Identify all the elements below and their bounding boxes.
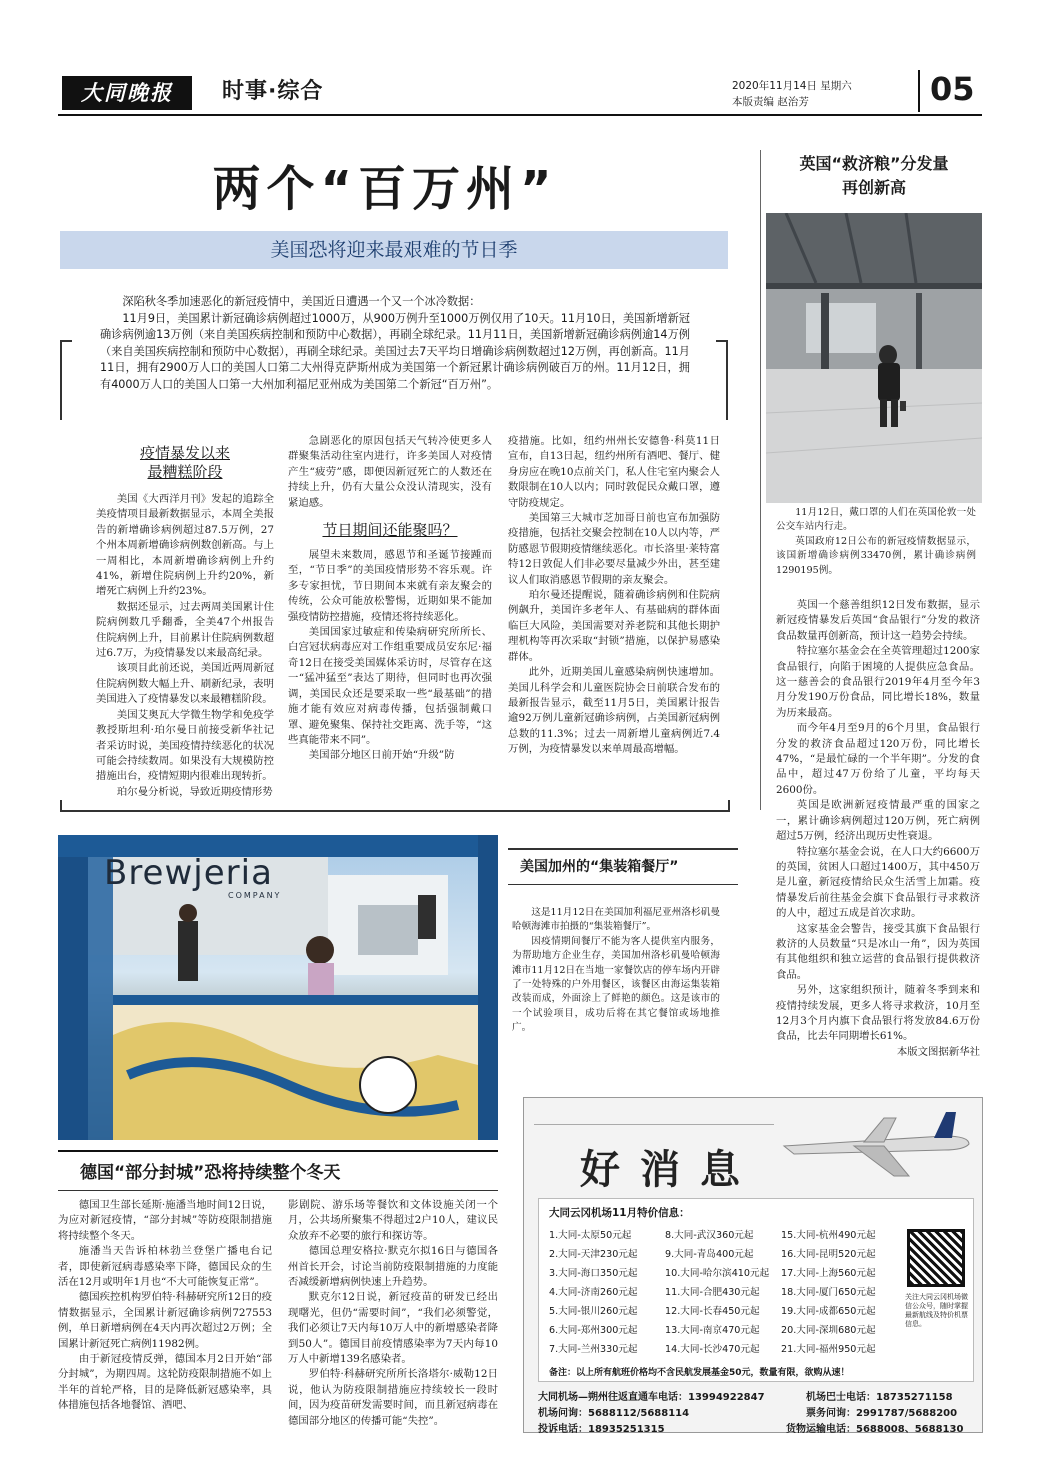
uk-photo-caption xyxy=(776,506,976,578)
paragraph: 默克尔12日说，新冠疫苗的研发已经出现曙光，但仍“需要时间”，“我们必须警觉，我们必须让7天内每10万人中的新增感染者降到50人”。德国目前疫情感染率为7天内每10万人中新增139名感染者。 xyxy=(288,1291,498,1366)
uk-headline: 英国“救济粮”分发量 再创新高 xyxy=(799,154,949,197)
ca-photo-caption xyxy=(512,906,720,1036)
ad-title: 好消息 xyxy=(580,1147,760,1193)
paragraph: 美国部分地区日前开始“升级”防 xyxy=(308,749,455,762)
paragraph: 罗伯特·科赫研究所所长洛塔尔·威勒12日说，他认为防疫限制措施应持续较长一段时间，因为疫苗研发需要时间，而且新冠病毒在德国部分地区的传播可能“失控”。 xyxy=(288,1368,498,1427)
paragraph: 展望未来数周，感恩节和圣诞节接踵而至，“节日季”的美国疫情形势不容乐观。许多专家担忧，节日期间本来就有亲友聚会的传统，公众可能放松警惕，近期如果不能加强疫情防控措施，疫情还将持续恶化。 xyxy=(288,549,492,623)
contact-line: 机场问询：5688112/5688114 xyxy=(538,1408,690,1419)
route-price: 3.大同-海口350元起 xyxy=(549,1268,638,1279)
source-credit: 本版文图据新华社 xyxy=(896,1045,980,1058)
paragraph: 德国总理安格拉·默克尔拟16日与德国各州首长开会，讨论当前防疫限制措施的力度能否减缓新增病例快速上升趋势。 xyxy=(288,1245,498,1289)
route-price: 1.大同-太原50元起 xyxy=(549,1230,632,1241)
paragraph: 美国《大西洋月刊》发起的追踪全美疫情项目最新数据显示，本周全美报告的新增确诊病例超过87.5万例，27个州本周新增确诊病例数创新高。与上一周相比，本周新增确诊病例上升约41%，新增住院病例上升约20%，新增死亡病例上升约23%。 xyxy=(96,493,274,598)
paragraph: 这家基金会警告，接受其旗下食品银行救济的人员数量“只是冰山一角”，因为英国有其他组织和独立运营的食品银行提供救济食品。 xyxy=(776,922,980,981)
route-price: 6.大同-郑州300元起 xyxy=(549,1325,638,1336)
route-price: 13.大同-南京470元起 xyxy=(665,1325,760,1336)
airplane-icon xyxy=(774,1106,974,1186)
qr-note: 关注大同云冈机场微信公众号，随时掌握最新航线及特价机票信息。 xyxy=(905,1293,968,1328)
paragraph: 美国国家过敏症和传染病研究所所长、白宫冠状病毒应对工作组重要成员安东尼·福奇12日在接受美国媒体采访时，尽管存在这一“猛冲猛至”表达了期待，但同时也再次强调，美国民众还是要采取一些“最基础”的措施才能有效应对病毒传播，包括强制戴口罩、避免聚集、保持社交距离、洗手等，“这些真能带来不同”。 xyxy=(288,626,492,746)
newspaper-logo: 大同晚报 xyxy=(62,76,192,110)
uk-bus-station-photo xyxy=(766,213,982,503)
paragraph: 珀尔曼还提醒说，随着确诊病例和住院病例飙升，美国许多老年人、有基础病的群体面临巨大风险，美国需要对养老院和其他长期护理机构等再次采取“封锁”措施，以保护易感染群体。 xyxy=(508,589,720,663)
paragraph: 施潘当天告诉柏林勃兰登堡广播电台记者，即使新冠病毒感染率下降，德国民众的生活在12月或明年1月也“不大可能恢复正常”。 xyxy=(58,1245,272,1289)
lead-line-2: 11月9日，美国累计新冠确诊病例超过1000万，从900万例升至1000万例仅用了10天。11月10日，美国新增新冠确诊病例逾13万例（来自美国疾病控制和预防中心数据），再刷全球纪录。11月11日，美国新增新冠确诊病例逾14万例（来自美国疾病控制和预防中心数据），再刷全球纪录。美国过去7天平均日增确诊病例数超过12万例，再创新高。11月11日，拥有2900万人口的美国人口第二大州得克萨斯州成为美国第一个新冠累计确诊病例破百万的州。11月12日，拥有4000万人口的美国人口第一大州加利福尼亚州成为美国第二个新冠“百万州”。 xyxy=(100,311,690,391)
paragraph: 此外，近期美国儿童感染病例快速增加。美国儿科学会和儿童医院协会日前联合发布的最新报告显示，截至11月5日，美国累计报告逾92万例儿童新冠确诊病例，占美国新冠病例总数的11.3%；过去一周新增儿童病例近7.4万例，为疫情暴发以来单周最高增幅。 xyxy=(508,666,720,756)
route-price: 2.大同-天津230元起 xyxy=(549,1249,638,1260)
ca-headline: 美国加州的“集装箱餐厅” xyxy=(520,859,679,875)
paragraph: 影剧院、游乐场等餐饮和文体设施关闭一个月，公共场所聚集不得超过2户10人，建议民众放弃不必要的旅行和探访等。 xyxy=(288,1199,498,1242)
caption-line: 英国政府12日公布的新冠疫情数据显示，该国新增确诊病例33470例，累计确诊病例1290195例。 xyxy=(776,535,976,576)
route-price: 10.大同-哈尔滨410元起 xyxy=(665,1268,770,1279)
restaurant-sign: Brewjeria xyxy=(104,853,273,893)
paragraph: 珀尔曼分析说，导致近期疫情形势 xyxy=(116,785,273,798)
bus-station-illustration xyxy=(766,213,982,503)
ad-subtitle: 大同云冈机场11月特价信息： xyxy=(549,1207,690,1219)
main-article-frame xyxy=(60,800,730,812)
route-price: 19.大同-成都650元起 xyxy=(781,1306,876,1317)
paragraph: 而今年4月至9月的6个月里，食品银行分发的救济食品超过120万份，同比增长47%，“是最忙碌的一个半年期”。分发的食品中，超过47万份给了儿童，平均每天2600份。 xyxy=(776,722,980,796)
column-divider xyxy=(760,150,761,810)
de-headline-rule xyxy=(58,1150,498,1152)
main-column-1 xyxy=(96,444,274,800)
route-price: 20.大同-深圳680元起 xyxy=(781,1325,876,1336)
page-number: 05 xyxy=(930,70,975,108)
ad-decor-line xyxy=(534,1124,774,1125)
route-price: 21.大同-福州950元起 xyxy=(781,1344,876,1355)
caption-line: 这是11月12日在美国加利福尼亚州洛杉矶曼哈顿海滩市拍摄的“集装箱餐厅”。 xyxy=(512,907,720,933)
ad-price-list xyxy=(538,1198,974,1382)
contact-line: 大同机场—朔州往返直通车电话：13994922847 xyxy=(538,1392,765,1403)
ad-note: 备注：以上所有航班价格均不含民航发展基金50元，数量有限，欲购从速！ xyxy=(549,1368,850,1378)
masthead-rule xyxy=(58,114,982,116)
container-restaurant-photo xyxy=(58,835,498,1140)
ca-headline-rule-bottom xyxy=(508,884,738,885)
route-price: 11.大同-合肥430元起 xyxy=(665,1287,760,1298)
airport-advertisement xyxy=(523,1097,983,1433)
paragraph: 美国第三大城市芝加哥日前也宣布加强防疫措施，包括社交聚会控制在10人以内等，严防感恩节假期疫情继续恶化。市长洛里·莱特富特12日敦促人们非必要尽量减少外出，甚至建议人们取消感恩节假期的亲友聚会。 xyxy=(508,512,720,586)
route-price: 12.大同-长春450元起 xyxy=(665,1306,760,1317)
de-column-2 xyxy=(288,1198,498,1429)
caption-line: 因疫情期间餐厅不能为客人提供室内服务，为帮助地方企业生存，美国加州洛杉矶曼哈顿海滩市11月12日在当地一家餐饮店的停车场内开辟了一处特殊的户外用餐区，该餐区由海运集装箱改装而成，外面涂上了鲜艳的颜色。这是该市的一个试验项目，成功后将在其它餐馆或场地推广。 xyxy=(512,935,720,1034)
paragraph: 该项目此前还说，美国近两周新冠住院病例数大幅上升、刷新纪录，表明美国进入了疫情暴发以来最糟糕阶段。 xyxy=(96,662,274,706)
main-headline: 两个“百万州” xyxy=(212,161,558,217)
route-price: 9.大同-青岛400元起 xyxy=(665,1249,754,1260)
paragraph: 疫措施。比如，纽约州州长安德鲁·科莫11日宣布，自13日起，纽约州所有酒吧、餐厅、健身房应在晚10点前关门，私人住宅室内聚会人数限制在10人以内；同时敦促民众戴口罩，遵守防疫规定。 xyxy=(508,435,720,509)
route-price: 7.大同-兰州330元起 xyxy=(549,1344,638,1355)
paragraph: 另外，这家组织预计，随着冬季到来和疫情持续发展，更多人将寻求救济，10月至12月3个月内旗下食品银行将发放84.6万份食品，比去年同期增长61%。 xyxy=(776,984,980,1043)
route-price: 14.大同-长沙470元起 xyxy=(665,1344,760,1355)
contact-line: 票务问询：2991787/5688200 xyxy=(806,1408,958,1419)
de-headline-rule-bottom xyxy=(58,1190,498,1191)
de-headline: 德国“部分封城”恐将持续整个冬天 xyxy=(80,1163,341,1183)
lead-bracket-left xyxy=(60,340,72,420)
issue-date: 2020年11月14日 星期六 xyxy=(732,80,852,92)
main-column-3 xyxy=(508,434,720,758)
section-title: 时事·综合 xyxy=(222,79,324,104)
lead-paragraph xyxy=(100,294,690,394)
contact-line: 投诉电话：18935251315 xyxy=(538,1424,665,1435)
uk-article-body xyxy=(776,598,980,1060)
lead-bracket-right xyxy=(716,340,728,420)
caption-line: 11月12日，戴口罩的人们在英国伦敦一处公交车站内行走。 xyxy=(776,507,976,533)
page-editor: 本版责编 赵治芳 xyxy=(732,96,809,108)
paragraph: 德国疾控机构罗伯特·科赫研究所12日的疫情数据显示，全国累计新冠确诊病例727553例，单日新增病例在4天内再次超过2万例；全国累计新冠死亡病例11982例。 xyxy=(58,1291,272,1350)
route-price: 4.大同-济南260元起 xyxy=(549,1287,638,1298)
route-price: 15.大同-杭州490元起 xyxy=(781,1230,876,1241)
main-subhead: 美国恐将迎来最艰难的节日季 xyxy=(60,231,728,269)
subhead-holiday: 节日期间还能聚吗？ xyxy=(322,521,458,540)
masthead-divider xyxy=(918,70,920,112)
paragraph: 数据还显示，过去两周美国累计住院病例数几乎翻番，全美47个州报告住院病例上升，目前累计住院病例数超过6.7万，为疫情暴发以来最高纪录。 xyxy=(96,600,274,660)
route-price: 5.大同-银川260元起 xyxy=(549,1306,638,1317)
qr-code xyxy=(907,1229,965,1287)
paragraph: 特拉塞尔基金会说，在人口大约6600万的英国，贫困人口超过1400万，其中450万是儿童，新冠疫情给民众生活雪上加霜。疫情暴发后前往基金会旗下食品银行寻求救济的人中，超过五成是首次求助。 xyxy=(776,845,980,920)
route-price: 18.大同-厦门650元起 xyxy=(781,1287,876,1298)
contact-line: 货物运输电话：5688008、5688130 xyxy=(786,1424,964,1435)
restaurant-sign-sub: COMPANY xyxy=(228,891,282,900)
route-price: 16.大同-昆明520元起 xyxy=(781,1249,876,1260)
paragraph: 英国一个慈善组织12日发布数据，显示新冠疫情暴发后英国“食品银行”分发的救济食品数量再创新高，预计这一趋势会持续。 xyxy=(776,599,980,642)
paragraph: 英国是欧洲新冠疫情最严重的国家之一，累计确诊病例超过120万例，死亡病例超过5万例，经济出现历史性衰退。 xyxy=(776,799,980,843)
paragraph: 德国卫生部长延斯·施潘当地时间12日说，为应对新冠疫情，“部分封城”等防疫限制措施将持续整个冬天。 xyxy=(58,1199,272,1242)
ca-headline-rule xyxy=(508,848,738,850)
de-column-1 xyxy=(58,1198,272,1414)
contact-line: 机场巴士电话：18735271158 xyxy=(806,1392,953,1403)
paragraph: 由于新冠疫情反弹，德国本月2日开始“部分封城”，为期四周。这轮防疫限制措施不如上半年的首轮严格，目的是降低新冠感染率，具体措施包括各地餐馆、酒吧、 xyxy=(58,1353,272,1412)
paragraph: 急剧恶化的原因包括天气转冷使更多人群聚集活动往室内进行，许多美国人对疫情产生“疲劳”感，即便因新冠死亡的人数还在持续上升，仍有大量公众没认清现实，没有紧迫感。 xyxy=(288,435,492,509)
subhead-worst-stage: 疫情暴发以来 最糟糕阶段 xyxy=(139,444,230,481)
paragraph: 美国艾奥瓦大学微生物学和免疫学教授斯坦利·珀尔曼日前接受新华社记者采访时说，美国疫情持续恶化的状况可能会持续数周。如果没有大规模防控措施出台，疫情短期内很难出现转折。 xyxy=(96,708,274,783)
main-column-2 xyxy=(288,434,492,764)
paragraph: 特拉塞尔基金会在全英管理超过1200家食品银行，向陷于困境的人提供应急食品。这一慈善会的食品银行2019年4月至今年3月分发190万份食品，同比增长18%，数量为历来最高。 xyxy=(776,645,980,719)
route-price: 8.大同-武汉360元起 xyxy=(665,1230,754,1241)
route-price: 17.大同-上海560元起 xyxy=(781,1268,876,1279)
lead-line-1: 深陷秋冬季加速恶化的新冠疫情中，美国近日遭遇一个又一个冰冷数据： xyxy=(122,295,481,308)
